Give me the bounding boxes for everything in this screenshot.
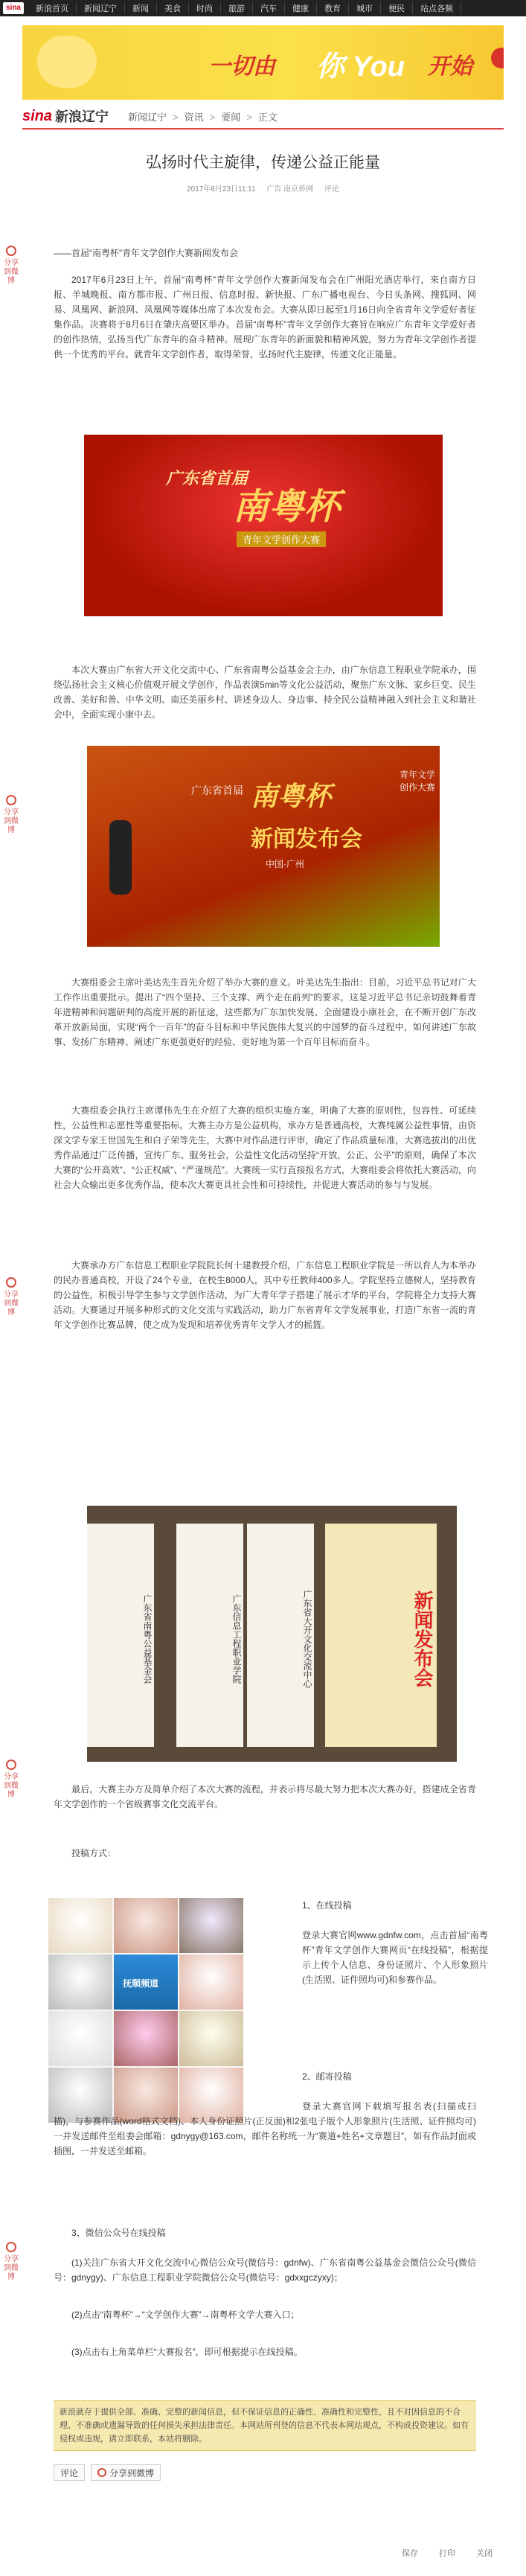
ad-thumbnail[interactable] [179, 2011, 243, 2066]
banner-text: 你 You [316, 51, 405, 83]
top-navigation [0, 0, 526, 16]
nav-item[interactable]: 时尚 [189, 2, 221, 14]
nav-item[interactable]: 新浪首页 [28, 2, 77, 14]
save-link[interactable]: 保存 [402, 2549, 418, 2558]
ad-thumbnail[interactable]: 抚顺频道 [114, 1955, 178, 2010]
breadcrumb-item[interactable]: 要闻 [221, 111, 241, 123]
paragraph: 本次大赛由广东省大开文化交流中心、广东省南粤公益基金会主办，由广东信息工程职业学院承办，围绕弘扬社会主义核心价值观开展文学创作，作品表演5min等文化公益活动，聚焦广东文脉、家乡巨变、民生改善、美好和善、中华文明、南还美丽乡村、讲述身边人、身边事、持全民公益精神融入到社会主义和谐社会中，全面实现小康中去。 [54, 665, 476, 720]
comment-button[interactable]: 评论 [54, 2464, 85, 2481]
method-title: 2、邮寄投稿 [302, 2071, 352, 2082]
food-ad-grid[interactable] [48, 1898, 242, 2121]
disclaimer-notice: 新浪就存于提供全部、准确、完整的新闻信息，但不保证信息的正确性、准确性和完整性，且不对因信息的不合理、不准确或遗漏导致的任何损失承担法律责任。本网站所刊登的信息不代表本网站观点，不构成投资建议。如有侵权或违规，请立即联系，本站将删除。 [54, 2400, 476, 2451]
ad-thumbnail[interactable] [114, 1898, 178, 1953]
paragraph: 大赛组委会主席叶美达先生首先介绍了举办大赛的意义。叶美达先生指出：目前，习近平总书记对广大工作作出重要批示。提出了“四个坚持、三个支撑、两个走在前列”的要求，这是习近平总书记亲切鼓舞着青年进精神和问题研判的高度开展的新征途，这些都为广东加快发展、全面建设小康社会，在不断开创广东改革开放新局面，实现“两个一百年”的奋斗目标和中华民族伟大复兴的中国梦的奋斗过程中，如何讲述广东故事、发扬广东精神、阐述广东更强更好的经验、更好地为第一个百年目标而奋斗。 [54, 977, 476, 1047]
contest-poster-image: 广东省首届 南粤杯 青年文学创作大赛 [84, 435, 443, 616]
ad-thumbnail[interactable] [48, 1955, 112, 2010]
article-subtitle: ——首届“南粤杯”青年文学创作大赛新闻发布会 [54, 248, 238, 258]
share-to-weibo[interactable]: 分享到微博 [1, 1760, 21, 1800]
article-actions [54, 2459, 476, 2486]
speaker-figure [109, 820, 132, 895]
method-title: 1、在线投稿 [302, 1900, 352, 1911]
method-body: 登录大赛官网下载填写报名表(扫描或扫描)，与参赛作品(word格式文档)、本人身份证照片(正反面)和2张电子版个人形象照片(生活照、证件照均可)一并发送邮件至组委会邮箱：gdnygy@163.com，邮件名称统一为“赛道+姓名+文章题目”，如有作品封面或插图，一并发送至邮箱。 [54, 2101, 476, 2156]
article-title: 弘扬时代主旋律，传递公益正能量 [146, 154, 380, 171]
ad-thumbnail[interactable] [48, 2011, 112, 2066]
weibo-icon [6, 795, 16, 805]
share-to-weibo[interactable]: 分享到微博 [1, 2242, 21, 2282]
section-heading: 投稿方式： [71, 1848, 117, 1859]
nav-item[interactable]: 新闻辽宁 [77, 2, 125, 14]
ad-thumbnail[interactable] [179, 1898, 243, 1953]
share-weibo-button[interactable]: 分享到微博 [91, 2464, 161, 2481]
breadcrumb-item[interactable]: 资讯 [184, 111, 204, 123]
banner-text: 开始 [428, 54, 472, 79]
method-step: (1)关注广东省大开文化交流中心微信公众号(微信号：gdnfw)、广东省南粤公益基金会微信公众号(微信号：gdnygy)、广东信息工程职业学院微信公众号(微信号：gdxxgczyxy)； [54, 2257, 476, 2283]
rollup-banners-photo: 广东省南粤公益基金会 广东信息工程职业学院 广东省大开文化交流中心 新闻发布会 [87, 1506, 457, 1762]
publish-time: 2017年6月23日11:11 [187, 185, 256, 194]
weibo-icon [6, 1277, 16, 1288]
print-link[interactable]: 打印 [439, 2549, 455, 2558]
page-footer [0, 2544, 526, 2560]
ad-thumbnail[interactable] [114, 2011, 178, 2066]
method-title: 3、微信公众号在线投稿 [71, 2228, 166, 2238]
breadcrumb-item[interactable]: 新闻辽宁 [128, 111, 167, 123]
nav-item[interactable]: 便民 [381, 2, 413, 14]
nav-item[interactable]: 城市 [349, 2, 381, 14]
nav-item[interactable]: 旅游 [221, 2, 253, 14]
weibo-icon [97, 2468, 106, 2477]
breadcrumb-current: 正文 [257, 111, 278, 123]
article-source[interactable]: 广告 南京侨网 [266, 185, 314, 194]
close-link[interactable]: 关闭 [476, 2549, 493, 2558]
paragraph: 最后，大赛主办方及简单介绍了本次大赛的流程，并表示将尽最大努力把本次大赛办好，搭建成全省青年文学创作的一个省级赛事文化交流平台。 [54, 1784, 476, 1809]
ad-banner[interactable] [22, 25, 504, 100]
method-body: 登录大赛官网www.gdnfw.com，点击首届“南粤杯”青年文学创作大赛网页“在线投稿”，根据提示上传个人信息、身份证照片、个人形象照片(生活照、证件照均可)和参赛作品。 [302, 1930, 488, 1985]
ad-thumbnail[interactable] [48, 1898, 112, 1953]
method-step: (3)点击右上角菜单栏“大赛报名”，即可根据提示在线投稿。 [71, 2347, 303, 2357]
nav-item[interactable]: 新闻 [125, 2, 157, 14]
ad-thumbnail[interactable] [179, 1955, 243, 2010]
method-step: (2)点击“南粤杯”→“文学创作大赛”→南粤杯文学大赛入口； [71, 2310, 300, 2320]
banner-decoration [37, 36, 97, 88]
sina-logo[interactable]: sina [3, 2, 24, 14]
nav-item[interactable]: 健康 [285, 2, 317, 14]
weibo-icon [6, 246, 16, 256]
share-to-weibo[interactable]: 分享到微博 [1, 1277, 21, 1317]
weibo-icon [6, 2242, 16, 2252]
share-to-weibo[interactable]: 分享到微博 [1, 246, 21, 286]
banner-text: 一切由 [208, 54, 275, 79]
comment-link[interactable]: 评论 [324, 185, 339, 194]
nav-item[interactable]: 站点各频 [413, 2, 461, 14]
paragraph: 大赛承办方广东信息工程职业学院院长何十建教授介绍，广东信息工程职业学院是一所以育人为本举办的民办普通高校，开设了24个专业，在校生8000人，其中专任教师400多人。学院坚持立德树人，坚持教育的公益性，积极引导学生参与文学创作活动，为广大青年学子搭建了展示才华的平台，学院将全力支持大赛活动。大赛通过开展多种形式的文化交流与实践活动，助力广东省青年文学发展事业，打造广东省一流的青年文学创作比赛品牌，使之成为发现和培养优秀青年文学人才的摇篮。 [54, 1260, 476, 1330]
nav-item[interactable]: 汽车 [253, 2, 285, 14]
nav-item[interactable]: 教育 [317, 2, 349, 14]
channel-bar [22, 104, 504, 130]
share-sidebar [0, 0, 22, 2576]
breadcrumb: 新闻辽宁 > 资讯 > 要闻 > 正文 [128, 111, 278, 123]
article-meta [22, 182, 504, 194]
weibo-icon [6, 1760, 16, 1770]
channel-name[interactable]: 新浪辽宁 [55, 109, 109, 124]
paragraph: 大赛组委会执行主席谭伟先生在介绍了大赛的组织实施方案，明确了大赛的原则性，包容性、可延续性，公益性和志愿性等重要指标。大赛主办方是公益机构，承办方是普通高校，大赛纯属公益性事情，由资深文学专家王世国先生和白子荣等先生，大赛中对作品进行评审，确定了作品质量标准，大赛选拔出的出优秀作品通过广泛传播，宣传广东、服务社会，公益性文化活动坚持“开放，公正、公平”的原则，确保了本次大赛的“公开高效”、“公正权威”、“严谨规范”。大赛统一实行直接报名方式，大赛组委会将依托大赛活动，向社会大众输出更多优秀作品，使本次大赛更具社会性和可持续性，并促进大赛活动的参与与发展。 [54, 1105, 476, 1190]
press-conference-photo: 广东省首届 南粤杯 青年文学创作大赛 新闻发布会 中国·广州 [87, 746, 440, 947]
nav-item[interactable]: 美食 [157, 2, 189, 14]
pin-icon [491, 48, 504, 68]
sina-logo[interactable]: sina [22, 107, 53, 124]
share-to-weibo[interactable]: 分享到微博 [1, 795, 21, 835]
paragraph: 2017年6月23日上午，首届“南粤杯”青年文学创作大赛新闻发布会在广州阳光酒店举行，来自南方日报、羊城晚报、南方都市报、广州日报、信息时报、新快报、广东广播电视台、今日头条网、搜狐网、网易、凤凰网、新浪网、凤凰网等媒体出席了本次发布会。大赛从即日起至1月16日向全省青年文学爱好者征集作品。决赛将于8月6日在肇庆高要区举办。首届“南粤杯”青年文学创作大赛旨在响应广东青年文学爱好者的创作热情，弘扬当代广东青年的奋斗精神。展现广东青年的新面貌和精神风貌，努力为青年文学创作者提供一个优秀的平台。就青年文学创作者，取得荣誉，弘扬时代主旋律，传递文化正能量。 [54, 275, 476, 359]
